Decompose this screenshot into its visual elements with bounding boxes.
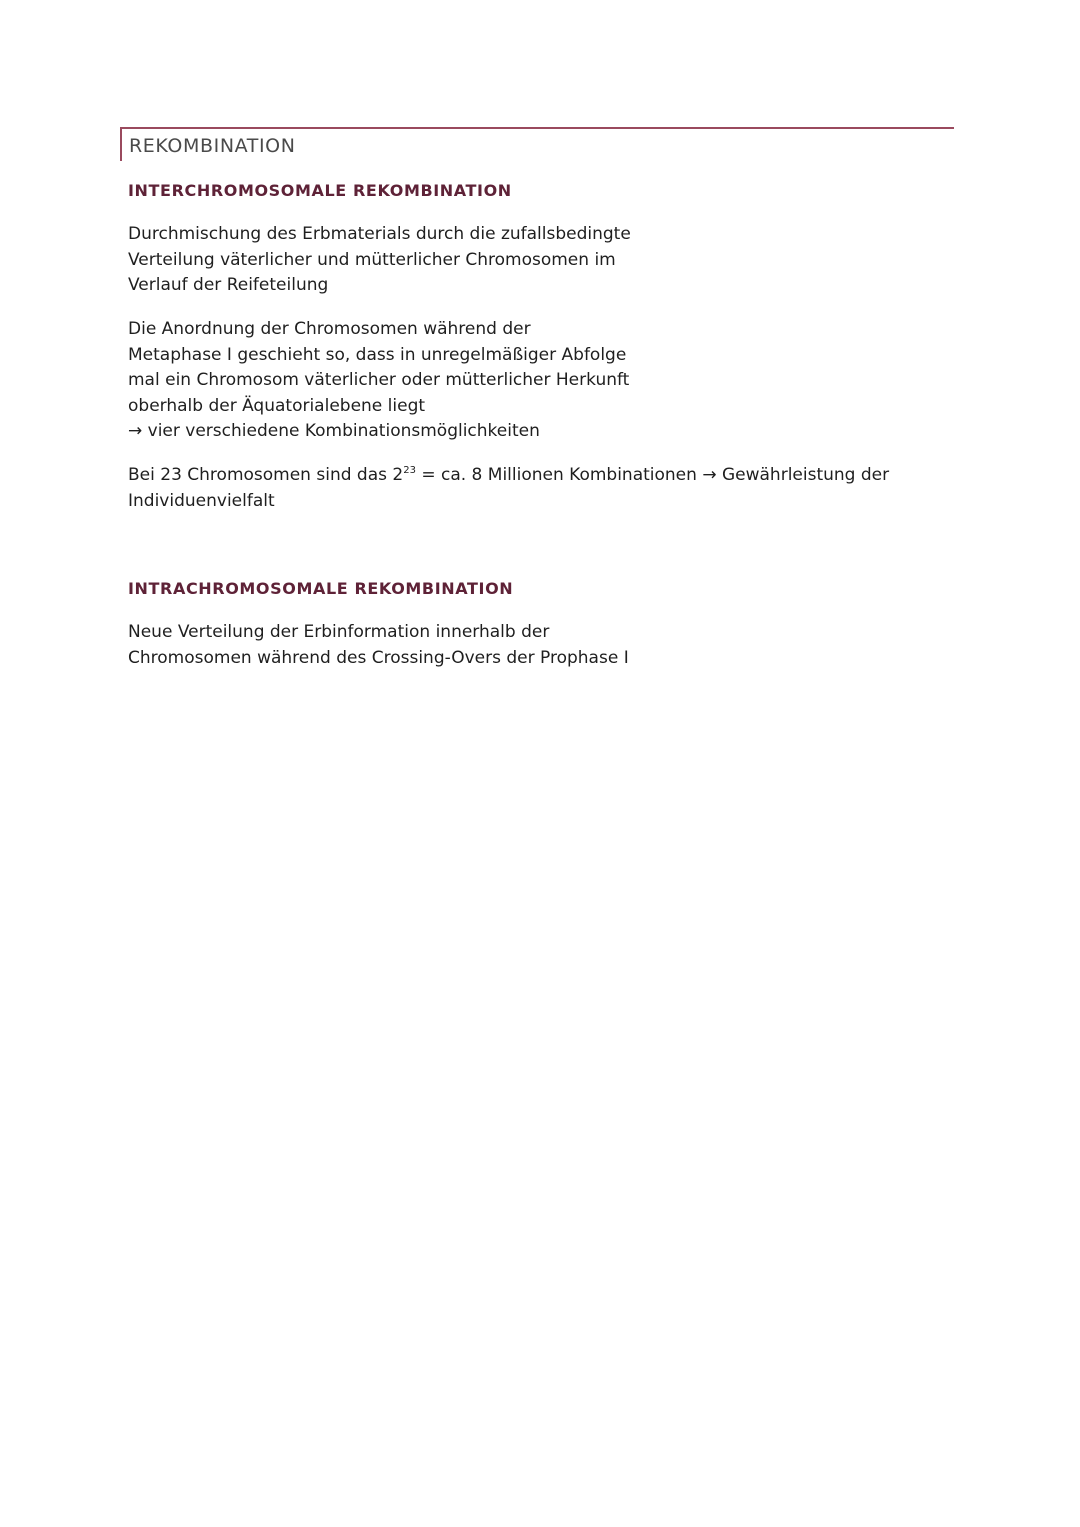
text-line: Durchmischung des Erbmaterials durch die zufallsbedingte (128, 224, 631, 244)
text-line: Chromosomen während des Crossing-Overs der Prophase I (128, 647, 629, 668)
text-line (128, 463, 889, 489)
text-line: Metaphase I geschieht so, dass in unregelmäßiger Abfolge (128, 344, 627, 365)
inter-definition-paragraph (128, 222, 631, 299)
interchromosomal-heading: INTERCHROMOSOMALE REKOMBINATION (128, 181, 512, 200)
exponent: 23 (403, 465, 416, 476)
combination-text-end: = ca. 8 Millionen Kombinationen → Gewährleistung der (415, 465, 890, 485)
combination-text-start: Bei 23 Chromosomen sind das 2 (128, 465, 404, 485)
inter-combinations-paragraph (128, 463, 889, 514)
text-line: mal ein Chromosom väterlicher oder mütterlicher Herkunft (128, 370, 630, 390)
section-title: REKOMBINATION (129, 135, 296, 157)
text-line: oberhalb der Äquatorialebene liegt (128, 395, 426, 416)
text-line: Verteilung väterlicher und mütterlicher Chromosomen im (128, 249, 616, 270)
text-line: Neue Verteilung der Erbinformation innerhalb der (128, 622, 550, 642)
intrachromosomal-heading: INTRACHROMOSOMALE REKOMBINATION (128, 579, 514, 598)
intra-definition-paragraph (128, 620, 629, 671)
text-line: Verlauf der Reifeteilung (128, 275, 329, 295)
section-header (120, 127, 954, 161)
inter-metaphase-paragraph (128, 317, 629, 445)
text-line: Die Anordnung der Chromosomen während der (128, 319, 531, 339)
text-line: → vier verschiedene Kombinationsmöglichkeiten (128, 421, 540, 441)
text-line: Individuenvielfalt (128, 490, 275, 511)
